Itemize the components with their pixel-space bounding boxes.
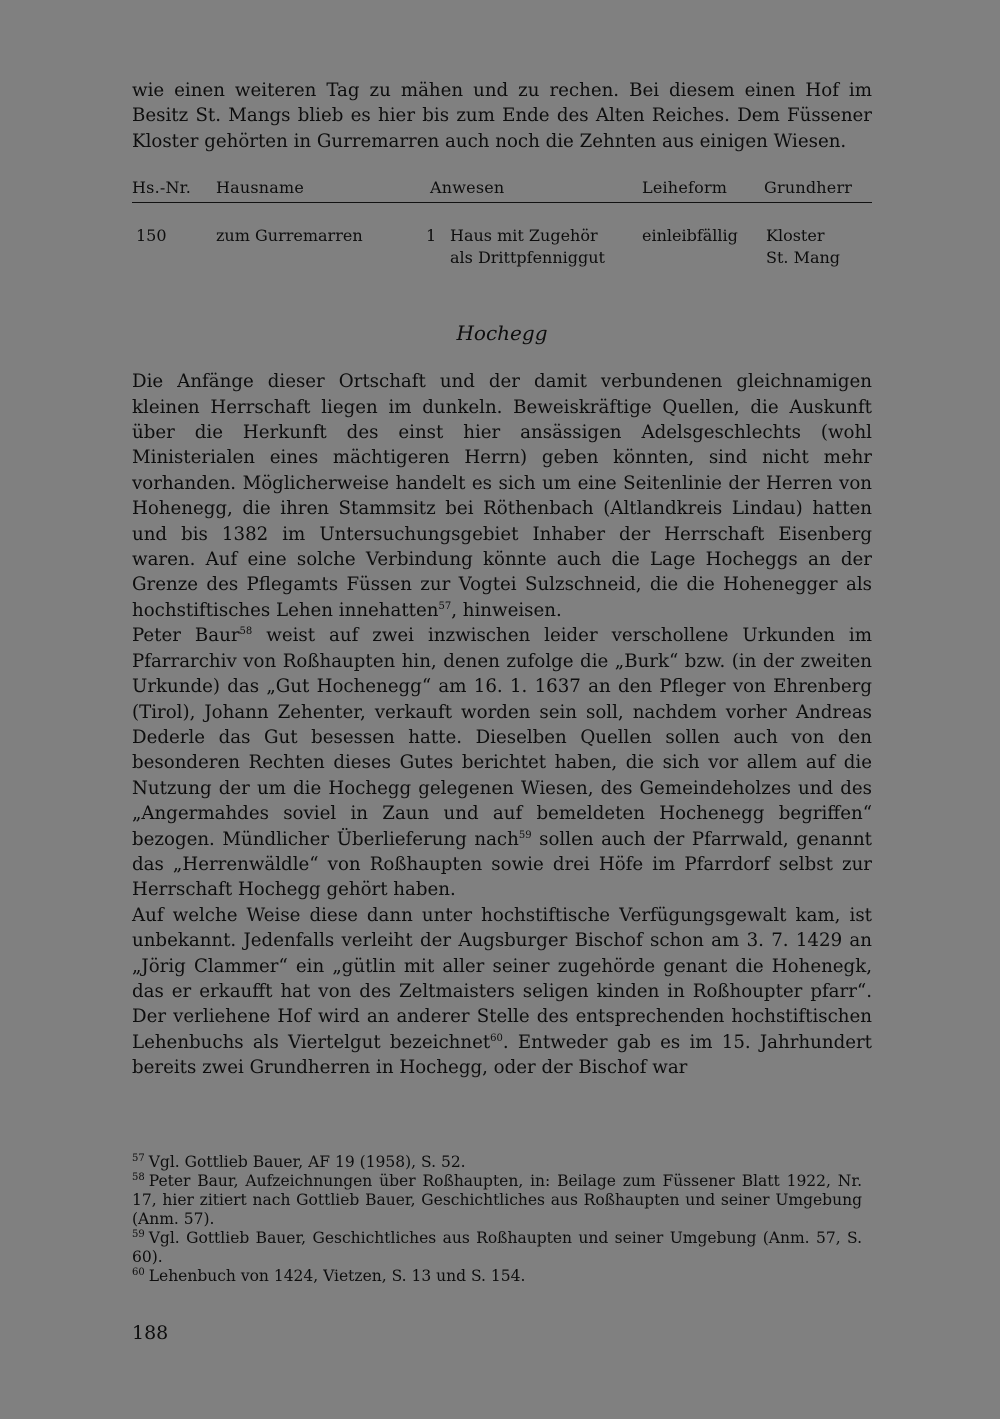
footnote-number: 60 [132, 1266, 145, 1278]
footnote-ref-58[interactable]: 58 [239, 626, 253, 638]
page-number: 188 [132, 1322, 169, 1344]
section-title: Hochegg [456, 321, 548, 346]
table-row [132, 225, 872, 281]
p2-text-b: weist auf zwei inzwischen leider verschollene Urkunden im Pfarrarchiv von Roßhaupten hin, denen zufolge die „Burk“ bzw. (in der zweiten Urkunde) das „Gut Hochenegg“ am 16. 1. 1637 an den Pfleger von Ehrenberg (Tirol), Johann Zehenter, verkauft worden sein soll, nachdem vorher Andreas Dederle das Gut besessen hatte. Dieselben Quellen sollen auch von den besonderen Rechten dieses Gutes berichtet haben, die sich vor allem auf die Nutzung der um die Hochegg gelegenen Wiesen, des Gemeindeholzes und des „Angermahdes soviel in Zaun und auf bemeldeten Hochenegg begriffen“ bezogen. Mündlicher Überlieferung nach [132, 625, 872, 850]
footnote-ref-59[interactable]: 59 [518, 829, 532, 841]
footnote-number: 57 [132, 1152, 145, 1164]
property-table [132, 174, 872, 281]
header-nr: Hs.-Nr. [132, 178, 192, 198]
p1-text-a: Die Anfänge dieser Ortschaft und der damit verbundenen gleichnamigen kleinen Herrschaft liegen im dunkeln. Beweiskräftige Quellen, die Auskunft über die Herkunft des einst hier ansässigen Adelsgeschlechts (wohl Ministerialen eines mächtigeren Herrn) geben könnten, sind nicht mehr vorhanden. Möglicherweise handelt es sich um eine Seitenlinie der Herren von Hohenegg, die ihren Stammsitz bei Röthenbach (Altlandkreis Lindau) hatten und bis 1382 im Untersuchungsgebiet Inhaber der Herrschaft Eisenberg waren. Auf eine solche Verbindung könnte auch die Lage Hocheggs an der Grenze des Pflegamts Füssen zur Vogtei Sulzschneid, die die Hohenegger als hochstiftisches Lehen innehatten [132, 371, 872, 621]
header-grundherr: Grundherr [764, 178, 853, 198]
header-leiheform: Leiheform [642, 178, 728, 198]
body-paragraph-1 [132, 369, 872, 623]
intro-paragraph: wie einen weiteren Tag zu mähen und zu rechen. Bei diesem einen Hof im Besitz St. Mangs blieb es hier bis zum Ende des Alten Reiches. Dem Füssener Kloster gehörten in Gurremarren auch noch die Zehnten aus einigen Wiesen. [132, 80, 872, 152]
p1-text-b: , hinweisen. [451, 599, 562, 621]
footnote-text: Vgl. Gottlieb Bauer, Geschichtliches aus Roßhaupten und seiner Umgebung (Anm. 57, S. 60). [132, 1229, 862, 1266]
table-header [132, 174, 872, 203]
cell-anwesen-line2: als Drittpfenniggut [450, 248, 605, 268]
footnote-ref-57[interactable]: 57 [438, 600, 452, 612]
cell-hausname: zum Gurremarren [216, 226, 363, 246]
footnote-number: 59 [132, 1228, 145, 1240]
footnote [132, 1229, 862, 1267]
cell-grundherr-line1: Kloster [766, 226, 825, 246]
footnote-text: Vgl. Gottlieb Bauer, AF 19 (1958), S. 52. [148, 1153, 466, 1171]
footnote [132, 1267, 862, 1286]
body-paragraph-3 [132, 903, 872, 1081]
footnote-text: Peter Baur, Aufzeichnungen über Roßhaupten, in: Beilage zum Füssener Blatt 1922, Nr. 17, hier zitiert nach Gottlieb Bauer, Geschichtliches aus Roßhaupten und seiner Umgebung (Anm. 57). [132, 1172, 862, 1228]
body-paragraph-2 [132, 623, 872, 902]
footnote-text: Lehenbuch von 1424, Vietzen, S. 13 und S. 154. [148, 1267, 526, 1285]
p2-text-a: Peter Baur [132, 625, 240, 647]
footnote [132, 1172, 862, 1229]
footnote-ref-60[interactable]: 60 [490, 1032, 503, 1044]
footnote-number: 58 [132, 1171, 145, 1183]
header-hausname: Hausname [216, 178, 305, 198]
header-anwesen: Anwesen [430, 178, 505, 198]
footnotes [132, 1153, 862, 1286]
cell-leiheform: einleibfällig [642, 226, 738, 246]
p3-text-b: . Entweder gab es im 15. Jahrhundert bereits zwei Grundherren in Hochegg, oder der Bischof war [132, 1031, 872, 1079]
page-content [132, 78, 872, 1081]
footnote [132, 1153, 862, 1172]
cell-nr: 150 [136, 226, 167, 246]
p3-text-a: Auf welche Weise diese dann unter hochstiftische Verfügungsgewalt kam, ist unbekannt. Jedenfalls verleiht der Augsburger Bischof schon am 3. 7. 1429 an „Jörig Clammer“ ein „gütlin mit aller seiner zugehörde genant die Hohenegk, das er erkaufft hat von des Zeltmaisters seligen kinden in Roßhoupter pfarr“. Der verliehene Hof wird an anderer Stelle des entsprechenden hochstiftischen Lehenbuchs als Viertelgut bezeichnet [132, 904, 872, 1053]
cell-anzahl: 1 [426, 226, 437, 246]
p2-text-c: sollen auch der Pfarrwald, genannt das „Herrenwäldle“ von Roßhaupten sowie drei Höfe im Pfarrdorf selbst zur Herrschaft Hochegg gehört haben. [132, 828, 872, 901]
cell-anwesen-line1: Haus mit Zugehör [450, 226, 598, 246]
cell-grundherr-line2: St. Mang [766, 248, 841, 268]
